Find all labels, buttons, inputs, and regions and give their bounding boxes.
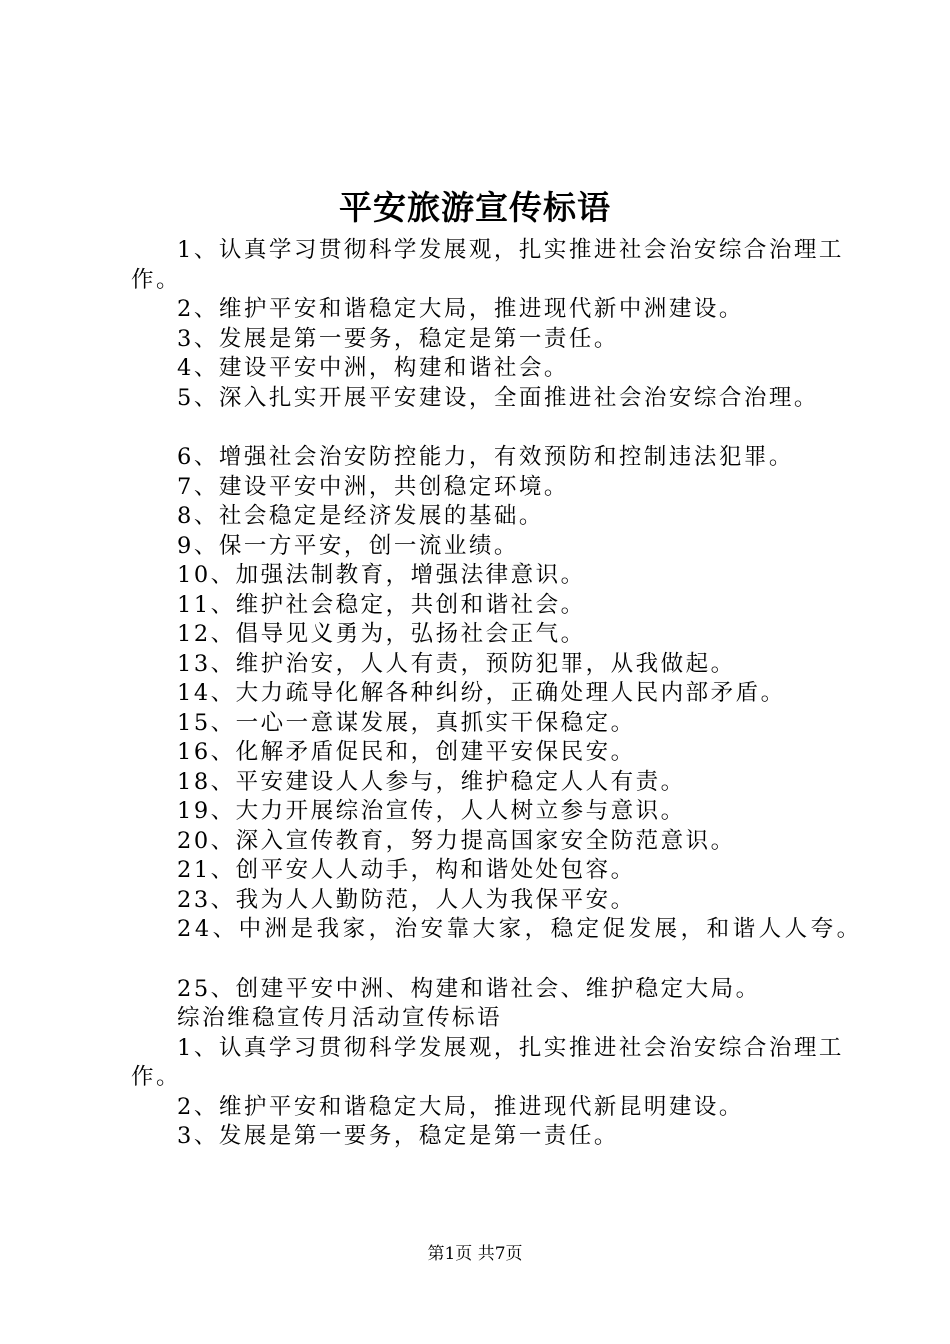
- paragraph: 21、创平安人人动手，构和谐处处包容。: [177, 857, 636, 883]
- document-title: 平安旅游宣传标语: [339, 188, 611, 227]
- paragraph: 11、维护社会稳定，共创和谐社会。: [177, 591, 586, 618]
- paragraph: 3、发展是第一要务，稳定是第一责任。: [177, 1123, 619, 1149]
- paragraph: 20、深入宣传教育，努力提高国家安全防范意识。: [177, 827, 736, 854]
- paragraph: 8、社会稳定是经济发展的基础。: [177, 503, 544, 529]
- paragraph: 18、平安建设人人参与，维护稳定人人有责。: [177, 768, 686, 795]
- paragraph: 1、认真学习贯彻科学发展观，扎实推进社会治安综合治理工作。: [131, 1034, 844, 1090]
- paragraph: 3、发展是第一要务，稳定是第一责任。: [177, 325, 619, 352]
- document-body: [131, 236, 863, 1152]
- paragraph: 4、建设平安中洲，构建和谐社会。: [177, 355, 569, 381]
- paragraph: 23、我为人人勤防范，人人为我保平安。: [177, 886, 636, 913]
- paragraph: 2、维护平安和谐稳定大局，推进现代新昆明建设。: [177, 1093, 744, 1120]
- paragraph: 10、加强法制教育，增强法律意识。: [177, 562, 586, 588]
- paragraph: 9、保一方平安，创一流业绩。: [177, 532, 519, 559]
- page-number-footer: 第1页 共7页: [427, 1244, 523, 1264]
- paragraph: 25、创建平安中洲、构建和谐社会、维护稳定大局。: [177, 975, 761, 1002]
- paragraph: 2、维护平安和谐稳定大局，推进现代新中洲建设。: [177, 296, 744, 322]
- paragraph: 12、倡导见义勇为，弘扬社会正气。: [177, 621, 586, 647]
- paragraph: 5、深入扎实开展平安建设，全面推进社会治安综合治理。: [177, 384, 819, 411]
- paragraph: 13、维护治安，人人有责，预防犯罪，从我做起。: [177, 650, 736, 677]
- paragraph: 15、一心一意谋发展，真抓实干保稳定。: [177, 709, 636, 736]
- paragraph: 1、认真学习贯彻科学发展观，扎实推进社会治安综合治理工作。: [131, 237, 844, 293]
- section-heading: 综治维稳宣传月活动宣传标语: [177, 1005, 503, 1031]
- paragraph: 24、中洲是我家，治安靠大家，稳定促发展，和谐人人夸。: [177, 916, 863, 942]
- paragraph: 6、增强社会治安防控能力，有效预防和控制违法犯罪。: [177, 444, 794, 470]
- paragraph: 16、化解矛盾促民和，创建平安保民安。: [177, 739, 636, 765]
- paragraph: 7、建设平安中洲，共创稳定环境。: [177, 473, 569, 500]
- paragraph: 19、大力开展综治宣传，人人树立参与意识。: [177, 798, 686, 824]
- paragraph: 14、大力疏导化解各种纠纷，正确处理人民内部矛盾。: [177, 680, 786, 706]
